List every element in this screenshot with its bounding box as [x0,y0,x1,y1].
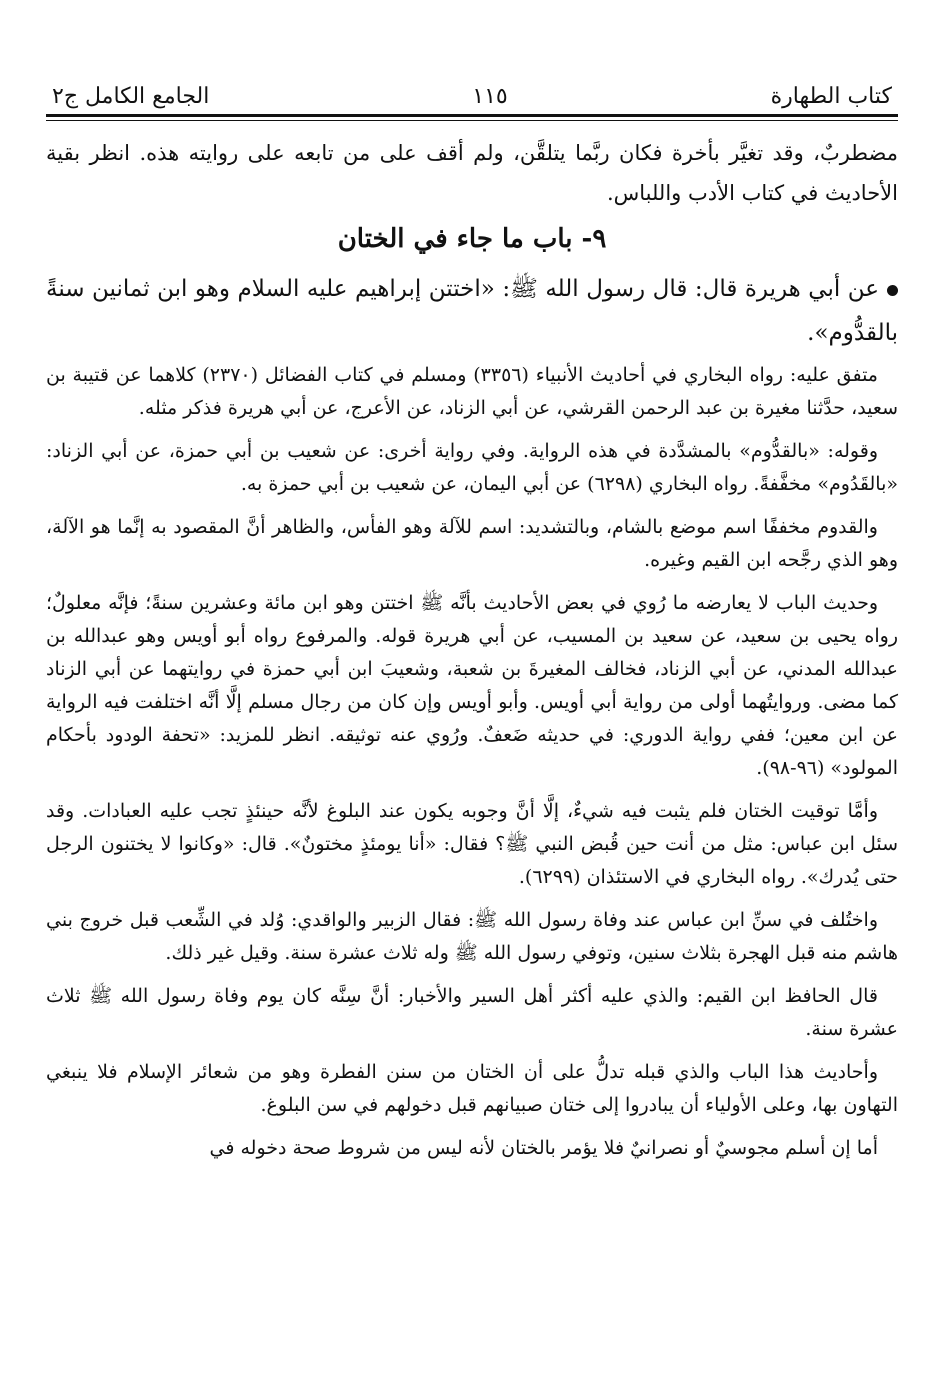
intro-paragraph: مضطربٌ، وقد تغيَّر بأخرة فكان ربَّما يتلقَّن، ولم أقف على من تابعه على روايته هذه. انظر بقية الأحاديث في كتاب الأدب واللباس. [46,141,898,205]
hadith-body: عن أبي هريرة قال: قال رسول الله ﷺ: «اختتن إبراهيم عليه السلام وهو ابن ثمانين سنةً بالقدُّوم». [46,276,898,346]
commentary-paragraph: واختُلف في سنِّ ابن عباس عند وفاة رسول الله ﷺ: فقال الزبير والواقدي: وُلد في الشِّعب قبل خروج بني هاشم منه قبل الهجرة بثلاث سنين، وتوفي رسول الله ﷺ وله ثلاث عشرة سنة. وقيل غير ذلك. [46,909,898,964]
running-head [46,62,898,108]
chapter-heading: ٩- باب ما جاء في الختان [337,224,607,254]
commentary-paragraph: متفق عليه: رواه البخاري في أحاديث الأنبياء (٣٣٥٦) ومسلم في كتاب الفضائل (٢٣٧٠) كلاهما عن قتيبة بن سعيد، حدَّثنا مغيرة بن عبد الرحمن القرشي، عن أبي الزناد، عن الأعرج، عن أبي هريرة فذكر مثله. [46,364,898,419]
book-title: كتاب الطهارة [770,84,892,109]
bullet-icon [887,285,898,296]
commentary-paragraph: وأمَّا توقيت الختان فلم يثبت فيه شيءٌ، إلَّا أنَّ وجوبه يكون عند البلوغ لأنَّه حينئذٍ تجب عليه العبادات. وقد سئل ابن عباس: مثل من أنت حين قُبض النبي ﷺ؟ فقال: «أنا يومئذٍ مختونٌ». قال: «وكانوا لا يختنون الرجل حتى يُدرك». رواه البخاري في الاستئذان (٦٢٩٩). [46,800,898,888]
commentary-paragraph: وقوله: «بالقدُّوم» بالمشدَّدة في هذه الرواية. وفي رواية أخرى: عن شعيب بن أبي حمزة، عن أبي الزناد: «بالقَدُوم» مخفَّفةً. رواه البخاري (٦٢٩٨) عن أبي اليمان، عن شعيب بن أبي حمزة به. [46,440,898,495]
header-rule-thin [46,120,898,121]
header-rule-thick [46,114,898,117]
commentary-paragraph: قال الحافظ ابن القيم: والذي عليه أكثر أهل السير والأخبار: أنَّ سِنَّه كان يوم وفاة رسول الله ﷺ ثلاث عشرة سنة. [46,985,898,1040]
commentary-paragraph: والقدوم مخففًا اسم موضع بالشام، وبالتشديد: اسم للآلة وهو الفأس، والظاهر أنَّ المقصود به إنَّما هو الآلة، وهو الذي رجَّحه ابن القيم وغيره. [46,516,898,571]
volume-title: الجامع الكامل ج٢ [52,84,210,109]
commentary-paragraph: وأحاديث هذا الباب والذي قبله تدلُّ على أن الختان من سنن الفطرة وهو من شعائر الإسلام فلا ينبغي التهاون بها، وعلى الأولياء أن يبادروا إلى ختان صبيانهم قبل دخولهم في سن البلوغ. [46,1061,898,1116]
commentary-paragraph: أما إن أسلم مجوسيٌ أو نصرانيٌ فلا يؤمر بالختان لأنه ليس من شروط صحة دخوله في [209,1137,878,1159]
book-page [46,62,898,1372]
page-number: ١١٥ [472,84,508,109]
page-body [46,133,898,1165]
hadith-text [46,267,898,355]
commentary-paragraph: وحديث الباب لا يعارضه ما رُوي في بعض الأحاديث بأنَّه ﷺ اختتن وهو ابن مائة وعشرين سنةً؛ فإنَّه معلولٌ؛ رواه يحيى بن سعيد، عن سعيد بن المسيب، عن أبي هريرة قوله. والمرفوع رواه أبو أويس وهو عبدالله بن عبدالله المدني، عن أبي الزناد، فخالف المغيرةَ بن شعبة، وشعيبَ ابن أبي حمزة في روايتهما عن أبي الزناد كما مضى. وروايتُهما أولى من رواية أبي أويس. وأبو أويس وإن كان من رجال مسلم إلَّا أنَّه اختلفت فيه الرواية عن ابن معين؛ ففي رواية الدوري: في حديثه ضَعفٌ. ورُوي عنه توثيقه. انظر للمزيد: «تحفة الودود بأحكام المولود» (٩٦-٩٨). [46,592,898,779]
